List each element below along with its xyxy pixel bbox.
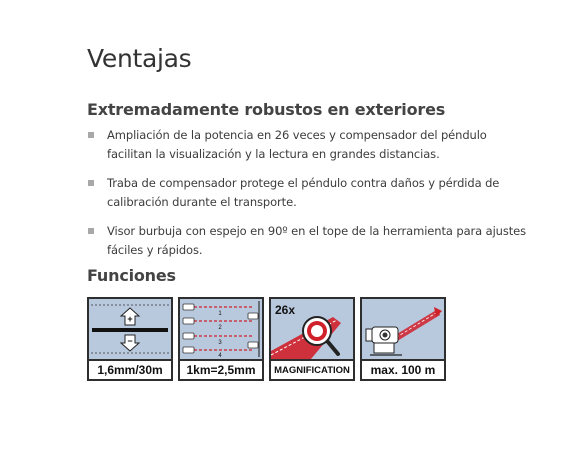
distance-icon (180, 299, 262, 359)
row-number-4: 4 (218, 353, 222, 359)
range-card (360, 297, 446, 381)
list-item (87, 174, 527, 212)
minus-glyph: − (127, 336, 133, 346)
section-subtitle: Extremadamente robustos en exteriores (87, 100, 446, 119)
row-number-2: 2 (218, 325, 222, 331)
distance-card (178, 297, 264, 381)
list-item-text: Visor burbuja con espejo en 90º en el tope de la herramienta para ajustes fáciles y rápidos. (107, 224, 527, 257)
functions-title: Funciones (87, 266, 176, 285)
plus-glyph: + (127, 314, 133, 324)
range-icon (362, 299, 444, 359)
magnification-card (269, 297, 355, 381)
row-number-1: 1 (218, 311, 222, 317)
bullet-square-icon (88, 132, 94, 138)
advantages-list (87, 126, 527, 270)
magnification-badge: 26x (275, 303, 296, 317)
bullet-square-icon (88, 228, 94, 234)
page-title: Ventajas (87, 44, 192, 73)
list-item-text: Traba de compensador protege el péndulo contra daños y pérdida de calibración durante el transporte. (107, 176, 500, 209)
function-icons-row (87, 297, 446, 381)
list-item-text: Ampliación de la potencia en 26 veces y compensador del péndulo facilitan la visualización y la lectura en grandes distancias. (107, 128, 487, 161)
magnification-icon (271, 299, 353, 359)
accuracy-card (87, 297, 173, 381)
range-label: max. 100 m (362, 359, 444, 379)
list-item (87, 222, 527, 260)
accuracy-label: 1,6mm/30m (89, 359, 171, 379)
bullet-square-icon (88, 180, 94, 186)
accuracy-icon (89, 299, 171, 359)
row-number-3: 3 (218, 340, 222, 346)
distance-label: 1km=2,5mm (180, 359, 262, 379)
list-item (87, 126, 527, 164)
magnification-label: MAGNIFICATION (271, 359, 353, 379)
